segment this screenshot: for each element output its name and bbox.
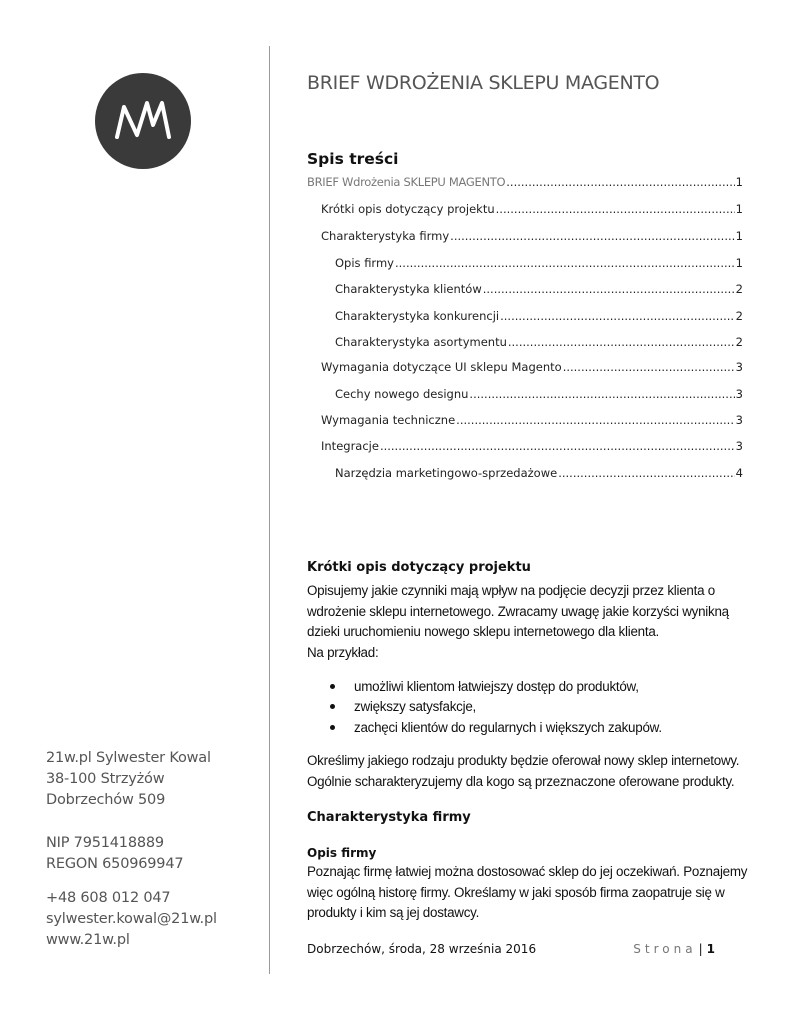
toc-entry[interactable] (335, 309, 743, 323)
paragraph-line: Określimy jakiego rodzaju produkty będzie oferował nowy sklep internetowy. (307, 753, 740, 768)
toc-entry-label: Charakterystyka asortymentu (335, 335, 507, 349)
company-name: 21w.pl Sylwester Kowal (46, 750, 211, 766)
phone-number[interactable]: +48 608 012 047 (46, 890, 171, 906)
website-link[interactable]: www.21w.pl (46, 932, 130, 948)
list-item (330, 717, 662, 738)
toc-leader (483, 282, 735, 296)
toc-leader (563, 360, 735, 374)
toc-entry[interactable] (321, 439, 743, 453)
toc-entry-label: Charakterystyka klientów (335, 282, 482, 296)
footer-date: Dobrzechów, środa, 28 września 2016 (307, 942, 537, 956)
toc-entry-page: 3 (735, 413, 743, 427)
toc-entry-label: Wymagania techniczne (321, 413, 456, 427)
toc-leader (456, 413, 735, 427)
paragraph-line: Opisujemy jakie czynniki mają wpływ na podjęcie decyzji przez klienta o (307, 583, 715, 598)
tax-block (46, 833, 183, 875)
toc-entry-label: Krótki opis dotyczący projektu (321, 202, 495, 216)
street-address: Dobrzechów 509 (46, 792, 166, 808)
toc-entry-label: Cechy nowego designu (335, 387, 469, 401)
list-item (330, 697, 662, 718)
wm-logo-icon (95, 73, 191, 169)
list-item-text: zachęci klientów do regularnych i większych zakupów. (354, 719, 662, 735)
toc-entry[interactable] (335, 387, 743, 401)
toc-leader (506, 175, 734, 189)
toc-entry-page: 2 (735, 282, 743, 296)
list-item-text: umożliwi klientom łatwiejszy dostęp do produktów, (354, 678, 639, 694)
page-number: 1 (706, 942, 715, 956)
company-description-paragraph (307, 862, 747, 924)
toc-leader (558, 466, 734, 480)
toc-entry-page: 3 (735, 439, 743, 453)
benefits-list (330, 676, 662, 738)
toc-entry[interactable] (335, 466, 743, 480)
toc-entry-page: 1 (735, 202, 743, 216)
toc-entry-label: Wymagania dotyczące UI sklepu Magento (321, 360, 562, 374)
toc-entry-page: 1 (735, 175, 743, 189)
contact-block (46, 888, 217, 951)
toc-leader (395, 256, 735, 270)
paragraph-line: dzieki uruchomieniu nowego sklepu internetowego dla klienta. (307, 624, 659, 640)
subsection-heading-company-description: Opis firmy (307, 846, 377, 860)
toc-entry-page: 3 (735, 387, 743, 401)
toc-entry-label: Integracje (321, 439, 379, 453)
toc-entry-label: Opis firmy (335, 256, 394, 270)
paragraph-line: wdrożenie sklepu internetowego. Zwracamy uwagę jakie korzyści wynikną (307, 603, 729, 619)
sidebar-divider (269, 46, 270, 974)
products-paragraph (307, 751, 747, 792)
bullet-icon (330, 684, 335, 689)
toc-entry[interactable] (321, 229, 743, 243)
toc-entry-page: 2 (735, 335, 743, 349)
toc-leader (500, 309, 735, 323)
toc-leader (450, 229, 735, 243)
list-item (330, 676, 662, 697)
nip-number: NIP 7951418889 (46, 835, 164, 851)
toc-leader (469, 387, 734, 401)
toc-entry-label: Narzędzia marketingowo-sprzedażowe (335, 466, 558, 480)
toc-leader (496, 202, 735, 216)
toc-entry[interactable] (321, 413, 743, 427)
address-block (46, 748, 211, 811)
company-logo (95, 73, 191, 169)
toc-leader (380, 439, 735, 453)
page-label: Strona (633, 942, 697, 956)
regon-number: REGON 650969947 (46, 856, 184, 872)
toc-entry[interactable] (335, 256, 743, 270)
postal-code-city: 38-100 Strzyżów (46, 771, 165, 787)
paragraph-line: produkty i kim są jej dostawcy. (307, 905, 480, 921)
toc-heading: Spis treści (307, 150, 399, 168)
footer-page-number (633, 942, 715, 956)
email-link[interactable]: sylwester.kowal@21w.pl (46, 911, 217, 927)
project-summary-paragraph (307, 581, 747, 663)
section-heading-project-summary: Krótki opis dotyczący projektu (307, 560, 531, 575)
paragraph-line: Ogólnie scharakteryzujemy dla kogo są przeznaczone oferowane produkty. (307, 773, 735, 789)
toc-entry[interactable] (321, 360, 743, 374)
toc-entry-page: 1 (735, 229, 743, 243)
toc-entry[interactable] (335, 282, 743, 296)
list-item-text: zwiększy satysfakcje, (354, 699, 476, 715)
toc-entry-label: BRIEF Wdrożenia SKLEPU MAGENTO (307, 175, 506, 189)
bullet-icon (330, 704, 335, 709)
toc-entry-page: 4 (735, 466, 743, 480)
toc-entry-page: 1 (735, 256, 743, 270)
bullet-icon (330, 725, 335, 730)
toc-entry[interactable] (335, 335, 743, 349)
toc-entry-page: 2 (735, 309, 743, 323)
section-heading-company: Charakterystyka firmy (307, 810, 471, 825)
toc-entry[interactable] (321, 202, 743, 216)
paragraph-line: więc ogólną historę firmy. Określamy w jaki sposób firma zaopatruje się w (307, 884, 725, 900)
toc-entry-label: Charakterystyka konkurencji (335, 309, 500, 323)
toc-entry-label: Charakterystyka firmy (321, 229, 450, 243)
toc-entry[interactable] (307, 175, 743, 189)
paragraph-line: Poznając firmę łatwiej można dostosować sklep do jej oczekiwań. Poznajemy (307, 864, 748, 879)
document-title: BRIEF WDROŻENIA SKLEPU MAGENTO (307, 72, 660, 94)
page-separator: | (698, 942, 703, 956)
toc-entry-page: 3 (735, 360, 743, 374)
paragraph-line: Na przykład: (307, 644, 379, 660)
toc-leader (508, 335, 735, 349)
